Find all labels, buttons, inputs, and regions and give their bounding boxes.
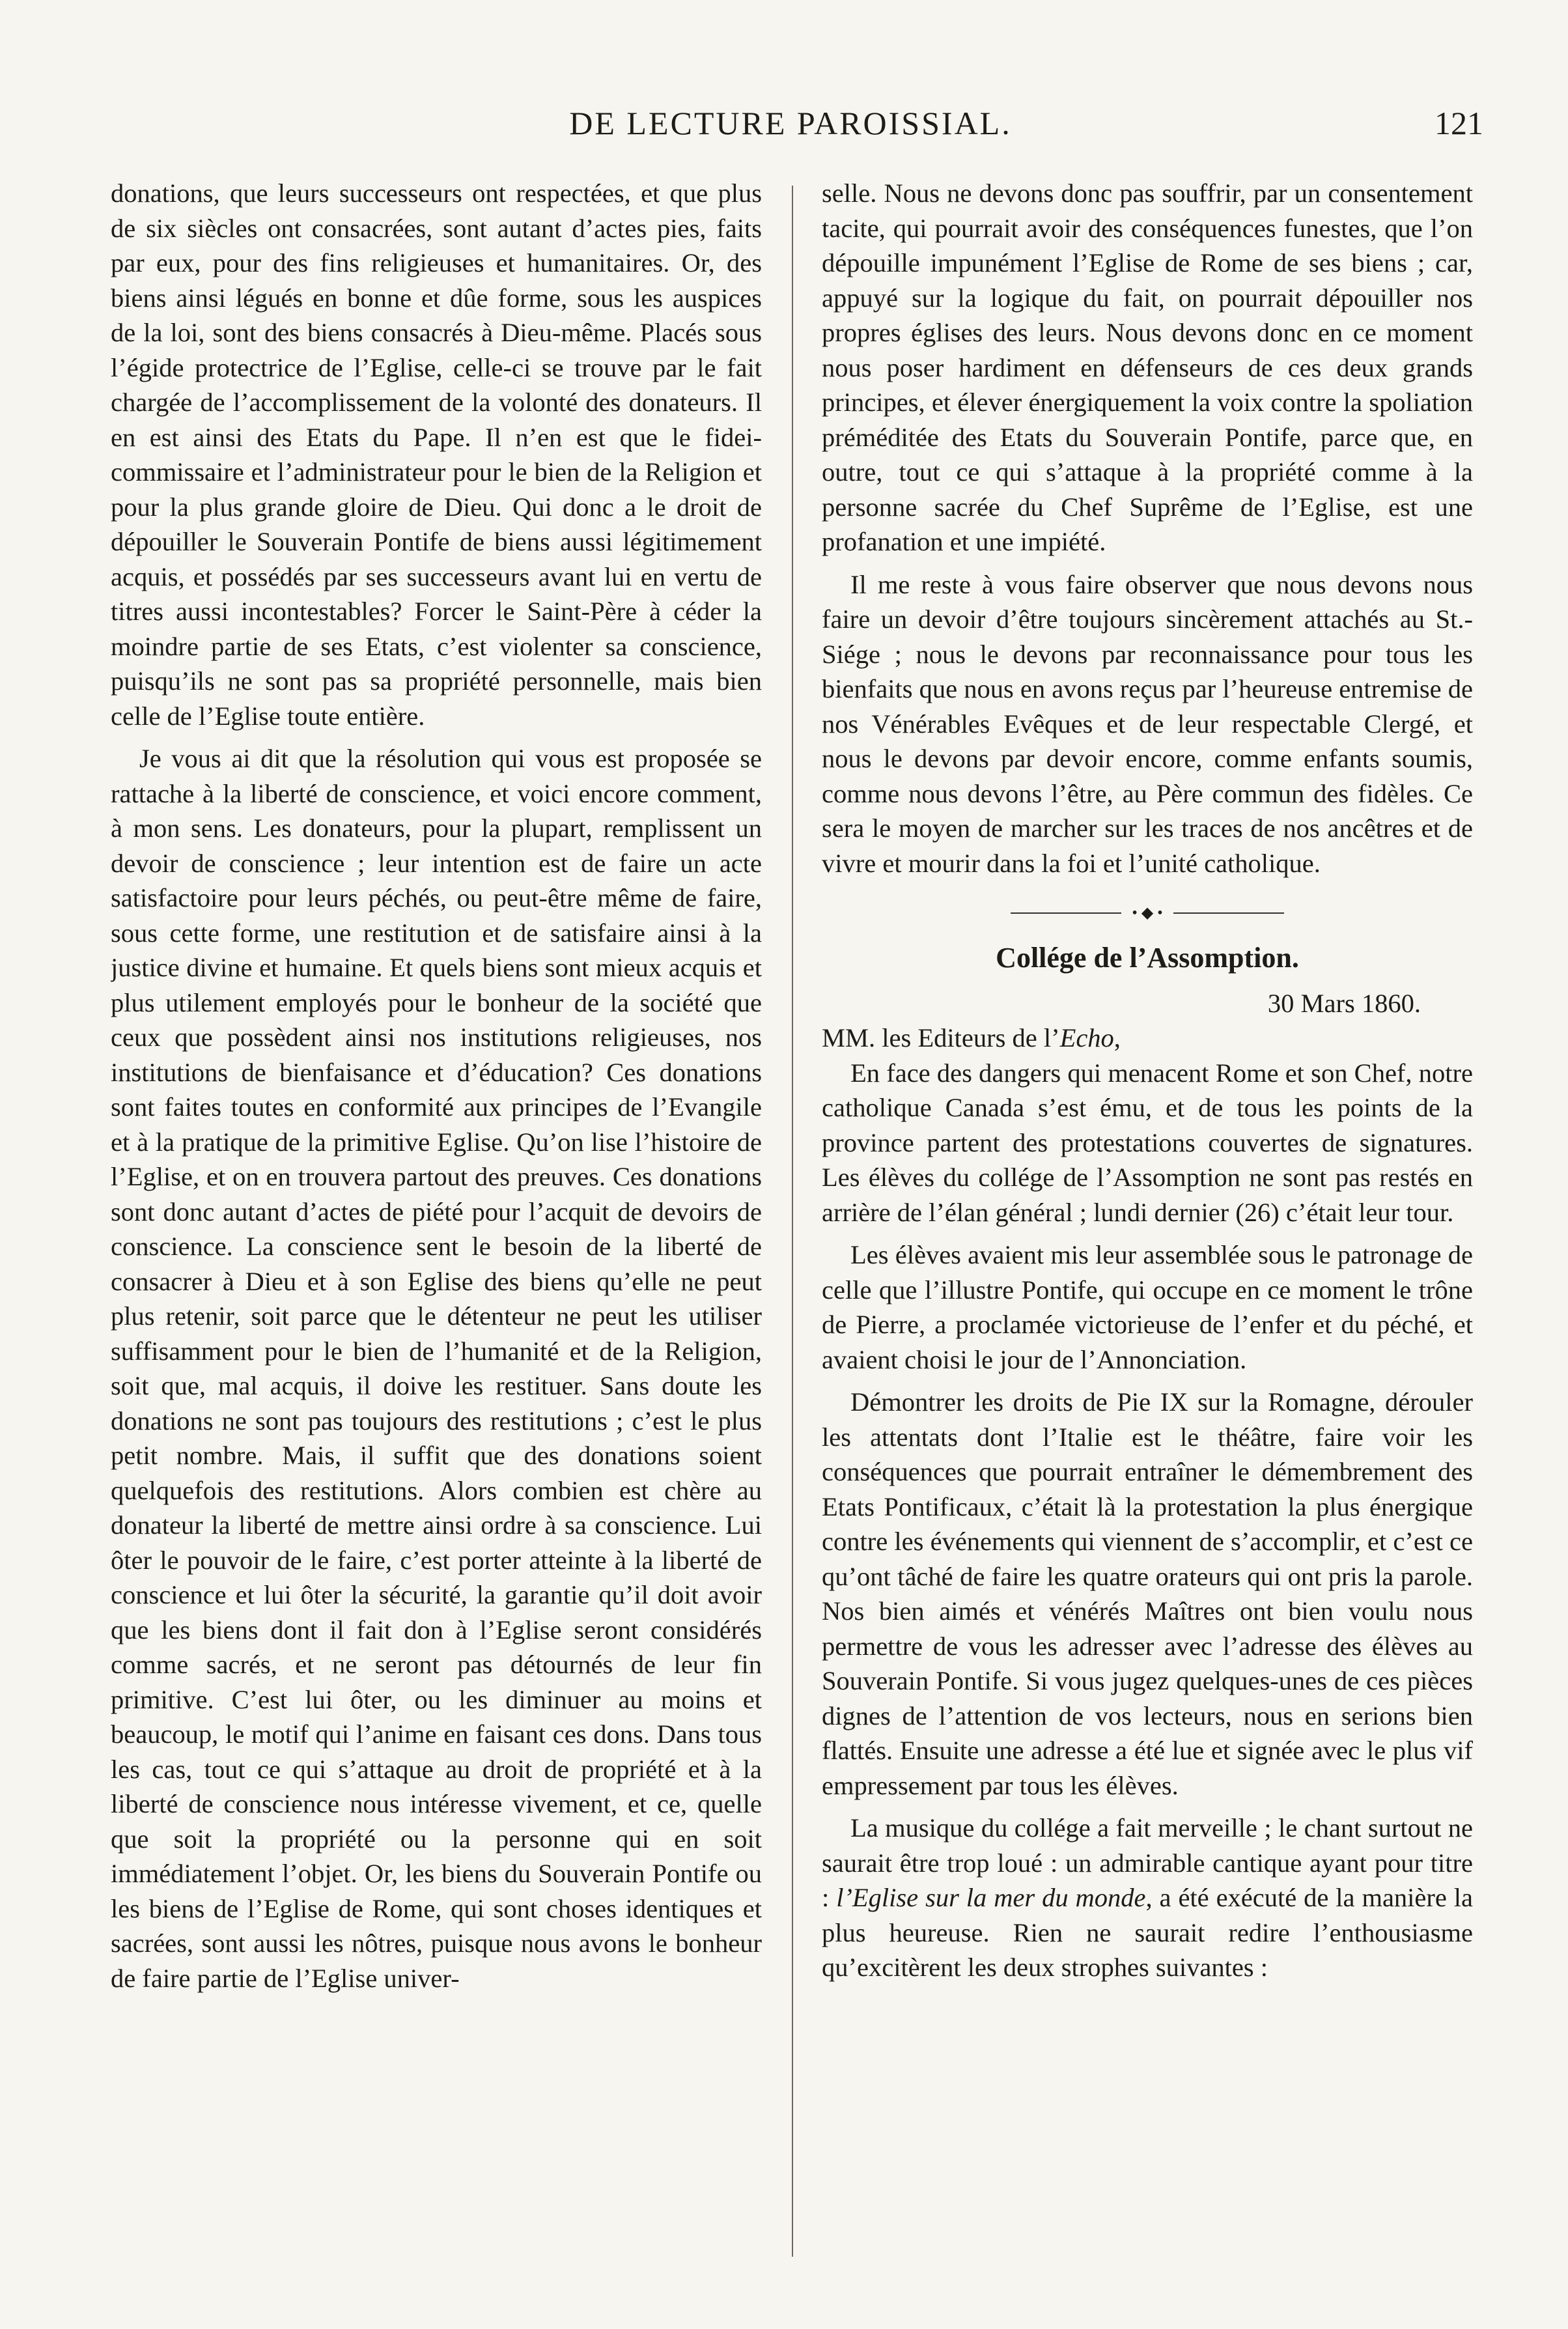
paragraph: Je vous ai dit que la résolution qui vous est proposée se rattache à la liberté de conscience, et voici encore comment, à mon sens. Les donateurs, pour la plupart, remplissent un devoir de conscience ; leur intention est de faire un acte satisfactoire pour leurs péchés, ou peut-être même de faire, sous cette forme, une restitution et de satisfaire ainsi à la justice divine et humaine. Et quels biens sont mieux acquis et plus utilement employés pour le bonheur de la société que ceux que possèdent ainsi nos institutions religieuses, nos institutions de bienfaisance et d’éducation? Ces donations sont faites toutes en conformité aux principes de l’Evangile et à la pratique de la primitive Eglise. Qu’on lise l’histoire de l’Eglise, et on en trouvera partout des preuves. Ces donations sont donc autant d’actes de piété pour l’acquit de devoirs de conscience. La conscience sent le besoin de la liberté de consacrer à Dieu et à son Eglise des biens qu’elle ne peut plus retenir, soit parce que le détenteur ne peut les utiliser suffisamment pour le bien de l’humanité et de la Religion, soit que, mal acquis, il doive les restituer. Sans doute les donations ne sont pas toujours des restitutions ; c’est le plus petit nombre. Mais, il suffit que des donations soient quelquefois des restitutions. Alors combien est chère au donateur la liberté de mettre ainsi ordre à sa conscience. Lui ôter le pouvoir de le faire, c’est porter atteinte à la liberté de conscience et lui ôter la sécurité, la garantie qu’il doit avoir que les biens dont il fait don à l’Eglise seront considérés comme sacrés, et ne seront pas détournés de leur fin primitive. C’est lui ôter, ou les diminuer au moins et beaucoup, le motif qui l’anime en faisant ces dons. Dans tous les cas, tout ce qui s’attaque au droit de propriété et à la liberté de conscience nous intéresse vivement, et ce, quelle que soit la propriété ou la personne qui en soit immédiatement l’objet. Or, les biens du Souverain Pontife ou les biens de l’Eglise de Rome, qui sont choses identiques et sacrées, sont aussi les nôtres, puisque nous avons le bonheur de faire partie de l’Eglise univer- — [111, 744, 762, 1993]
right-column — [822, 176, 1473, 2273]
salutation: MM. les Editeurs de l’Echo, — [822, 1023, 1121, 1052]
section-title: Collége de l’Assomption. — [996, 942, 1299, 974]
paragraph: Démontrer les droits de Pie IX sur la Romagne, dérouler les attentats dont l’Italie est le théâtre, faire voir les conséquences que pourrait entraîner le démembrement des Etats Pontificaux, c’était là la protestation la plus énergique contre les événements qui viennent de s’accomplir, et c’est ce qu’ont tâché de faire les quatre orateurs qui ont pris la parole. Nos bien aimés et vénérés Maîtres ont bien voulu nous permettre de vous les adresser avec l’adresse des élèves au Souverain Pontife. Si vous jugez quelques-unes de ces pièces dignes de l’attention de vos lecteurs, nous en serions bien flattés. Ensuite une adresse a été lue et signée avec le plus vif empressement par tous les élèves. — [822, 1387, 1473, 1800]
paragraph: Les élèves avaient mis leur assemblée sous le patronage de celle que l’illustre Pontife, qui occupe en ce moment le trône de Pierre, a proclamée victorieuse de l’enfer et du péché, et avaient choisi le jour de l’Annonciation. — [822, 1240, 1473, 1374]
paragraph: donations, que leurs successeurs ont respectées, et que plus de six siècles ont consacrées, sont autant d’actes pies, faits par eux, pour des fins religieuses et humanitaires. Or, des biens ainsi légués en bonne et dûe forme, sous les auspices de la loi, sont des biens consacrés à Dieu-même. Placés sous l’égide protectrice de l’Eglise, celle-ci se trouve par le fait chargée de l’accomplissement de la volonté des donateurs. Il en est ainsi des Etats du Pape. Il n’en est que le fidei-commissaire et l’administrateur pour le bien de la Religion et pour la plus grande gloire de Dieu. Qui donc a le droit de dépouiller le Souverain Pontife de biens aussi légitimement acquis, et possédés par ses successeurs avant lui en vertu de titres aussi incontestables? Forcer le Saint-Père à céder la moindre partie de ses Etats, c’est violenter sa conscience, puisqu’ils ne sont pas sa propriété personnelle, mais bien celle de l’Eglise toute entière. — [111, 178, 762, 731]
page-number: 121 — [1435, 105, 1483, 141]
paragraph: La musique du collége a fait merveille ; le chant surtout ne saurait être trop loué : un admirable cantique ayant pour titre : l’Eglise sur la mer du monde, a été exécuté de la manière la plus heureuse. Rien ne saurait redire l’enthousiasme qu’excitèrent les deux strophes suivantes : — [822, 1813, 1473, 1982]
running-title: DE LECTURE PAROISSIAL. — [569, 105, 1012, 141]
ornamental-rule: • ◆ • — [1011, 905, 1284, 921]
paragraph: selle. Nous ne devons donc pas souffrir, par un consentement tacite, qui pourrait avoir des conséquences funestes, que l’on dépouille impunément l’Eglise de Rome de ses biens ; car, appuyé sur la logique du fait, on pourrait dépouiller nos propres églises des leurs. Nous devons donc en ce moment nous poser hardiment en défenseurs de ces deux grands principes, et élever énergiquement la voix contre la spoliation préméditée des Etats du Souverain Pontife, parce que, en outre, tout ce qui s’attaque à la propriété comme à la personne sacrée du Chef Suprême de l’Eglise, est une profanation et une impiété. — [822, 178, 1473, 556]
column-divider — [792, 186, 793, 2257]
paragraph: Il me reste à vous faire observer que nous devons nous faire un devoir d’être toujours sincèrement attachés au St.-Siége ; nous le devons par reconnaissance pour tous les bienfaits que nous en avons reçus par l’heureuse entremise de nos Vénérables Evêques et de leur respectable Clergé, et nous le devons par devoir encore, comme enfants soumis, comme nous devons l’être, au Père commun des fidèles. Ce sera le moyen de marcher sur les traces de nos ancêtres et de vivre et mourir dans la foi et l’unité catholique. — [822, 569, 1473, 878]
paragraph: En face des dangers qui menacent Rome et son Chef, notre catholique Canada s’est ému, et de tous les points de la province partent des protestations couvertes de signatures. Les élèves du collége de l’Assomption ne sont pas restés en arrière de l’élan général ; lundi dernier (26) c’était leur tour. — [822, 1058, 1473, 1227]
dateline: 30 Mars 1860. — [1267, 988, 1421, 1018]
left-column — [111, 176, 762, 2273]
page-header — [98, 104, 1483, 156]
